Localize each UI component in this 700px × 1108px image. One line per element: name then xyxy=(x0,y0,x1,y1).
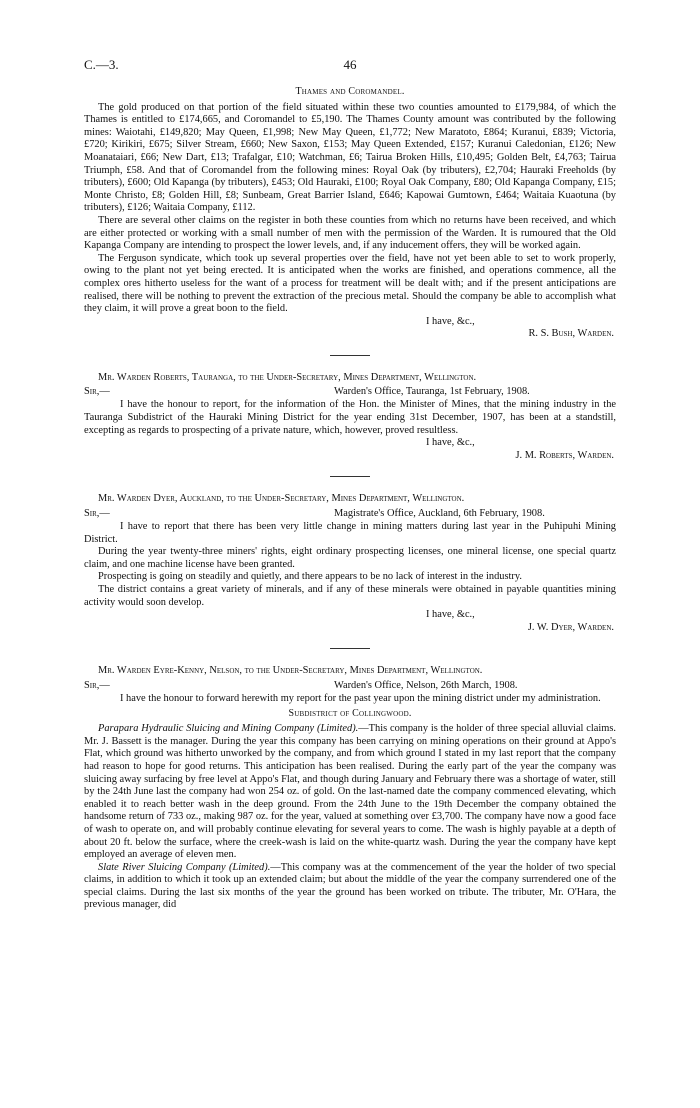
section-divider xyxy=(330,355,370,356)
salutation-line xyxy=(84,508,616,521)
signature: R. S. Bush, Warden. xyxy=(528,328,614,340)
salutation: Sir,— xyxy=(84,386,110,398)
paragraph: There are several other claims on the register in both these counties from which no returns have been received, and which are either protected or working with a small number of men with the permission of the Warden. It is rumoured that the Old Kapanga Company are intending to prospect the lower levels, and, if any inducement offers, they will be worked again. xyxy=(84,214,616,252)
letter-address: Mr. Warden Dyer, Auckland, to the Under-Secretary, Mines Department, Wellington. xyxy=(98,493,465,505)
paragraph-text: —This company is the holder of three special alluvial claims. Mr. J. Bassett is the manager. During the year this company has been carrying on mining operations on their ground at Appo's Flat, which ground was hitherto unworked by the company, and from which ground I stated in my last report that the company had reason to hope for good returns. This anticipation has been realised. During the early part of the year the company was sluicing away surfacing by free level at Appo's Flat, and though during January and February there was a shortage of water, still by the 24th June last the company had won 254 oz. of gold. On the last-named date the company commenced elevating, which enabled it to reach better wash in the deep ground. From the 24th June to the 19th December the company obtained the handsome return of 733 oz., making 987 oz. for the year, valued at something over £3,700. The company have now a good face of wash to operate on, and will probably continue elevating for several years to come. The wash is highly payable at a depth of about 20 ft. below the surface, where the creek-wash is laid on the white-quartz wash. During the year the company have kept employed an average of eleven men. xyxy=(84,723,616,861)
letter-dyer xyxy=(84,493,616,634)
signature: J. M. Roberts, Warden. xyxy=(515,449,614,461)
salutation: Sir,— xyxy=(84,508,110,520)
signature: J. W. Dyer, Warden. xyxy=(527,621,614,633)
paragraph: The gold produced on that portion of the field situated within these two counties amounted to £179,984, of which the Thames is entitled to £174,665, and Coromandel to £5,190. The Thames County amount was contributed by the following mines: Waiotahi, £149,820; May Queen, £1,998; New May Queen, £1,772; New Maratoto, £864; Kuranui, £839; Victoria, £720; Kirikiri, £675; Silver Stream, £660; New Saxon, £153; May Queen Extended, £157; Kuranui Caledonian, £126; New Moanataiari, £66; New Dart, £13; Trafalgar, £10; Watchman, £6; Tairua Broken Hills, £10,495; Golden Belt, £4,763; Tairua Triumph, £58. And that of Coromandel from the following mines: Royal Oak (by tributers), £2,704; Hauraki Freeholds (by tributers), £600; Old Kapanga (by tributers), £453; Old Hauraki, £100; Royal Oak Company, £80; Old Kapanga Company, £15; Monte Christo, £8; Golden Hill, £8; Sunbeam, Great Barrier Island, £646; Kapowai Gumtown, £464; Waitaia Kuaotuna (by tributers), £126; Waitaia Company, £112. xyxy=(84,101,616,214)
paragraph xyxy=(84,862,616,912)
closing-line: I have, &c., xyxy=(426,315,475,327)
document-reference: C.—3. xyxy=(84,57,119,72)
letter-roberts xyxy=(84,372,616,463)
paragraph: The district contains a great variety of minerals, and if any of these minerals were obtained in payable quantities mining activity would soon develop. xyxy=(84,584,616,608)
section-divider xyxy=(330,648,370,649)
section-thames-coromandel xyxy=(84,86,616,341)
letter-address: Mr. Warden Roberts, Tauranga, to the Under-Secretary, Mines Department, Wellington. xyxy=(98,371,477,383)
page-content xyxy=(84,86,616,912)
letter-address: Mr. Warden Eyre-Kenny, Nelson, to the Under-Secretary, Mines Department, Wellington. xyxy=(98,665,483,677)
place-date: Warden's Office, Nelson, 26th March, 1908. xyxy=(334,679,518,691)
paragraph-text: —This company was at the commencement of the year the holder of two special claims, in addition to which it took up an extended claim; but about the middle of the year the company surrendered one of the special claims. During the last six months of the year the ground has been worked on tribute. The tributer, Mr. O'Hara, the previous manager, did xyxy=(84,861,616,911)
subsection-title: Subdistrict of Collingwood. xyxy=(288,707,412,719)
closing-line: I have, &c., xyxy=(426,437,475,449)
section-divider xyxy=(330,476,370,477)
closing-line: I have, &c., xyxy=(426,609,475,621)
salutation: Sir,— xyxy=(84,679,110,691)
company-name: Slate River Sluicing Company (Limited). xyxy=(98,861,271,873)
place-date: Warden's Office, Tauranga, 1st February, 1908. xyxy=(334,386,530,398)
salutation-line xyxy=(84,386,616,399)
paragraph: The Ferguson syndicate, which took up several properties over the field, have not yet been able to set to work properly, owing to the plant not yet being erected. It is anticipated when the works are finished, and operations commence, all the complex ores hitherto useless for the want of a process for treatment will be dealt with; and if the present anticipations are realised, there will be nothing to prevent the extraction of the precious metal. Should the company be able to accomplish what they claim, it will prove a great boon to the field. xyxy=(84,252,616,315)
paragraph xyxy=(84,723,616,862)
paragraph: I have the honour to forward herewith my report for the past year upon the mining district under my administration. xyxy=(120,692,601,704)
section-title: Thames and Coromandel. xyxy=(295,86,405,97)
paragraph: During the year twenty-three miners' rights, eight ordinary prospecting licenses, one mineral license, one special quartz claim, and one machine license have been granted. xyxy=(84,546,616,570)
letter-eyre-kenny xyxy=(84,665,616,912)
salutation-line xyxy=(84,680,616,693)
page-header xyxy=(84,59,616,75)
letter-body: I have the honour to report, for the information of the Hon. the Minister of Mines, that the mining industry in the Tauranga Subdistrict of the Hauraki Mining District for the year ending 31st December, 1907, has been at a standstill, excepting as regards to prospecting of a private nature, which, however, proved resultless. xyxy=(84,399,616,436)
paragraph: Prospecting is going on steadily and quietly, and there appears to be no lack of interest in the industry. xyxy=(98,571,522,583)
place-date: Magistrate's Office, Auckland, 6th February, 1908. xyxy=(334,508,545,520)
company-name: Parapara Hydraulic Sluicing and Mining Company (Limited). xyxy=(98,723,359,735)
page-number: 46 xyxy=(343,57,357,72)
paragraph: I have to report that there has been very little change in mining matters during last year in the Puhipuhi Mining District. xyxy=(84,521,616,545)
